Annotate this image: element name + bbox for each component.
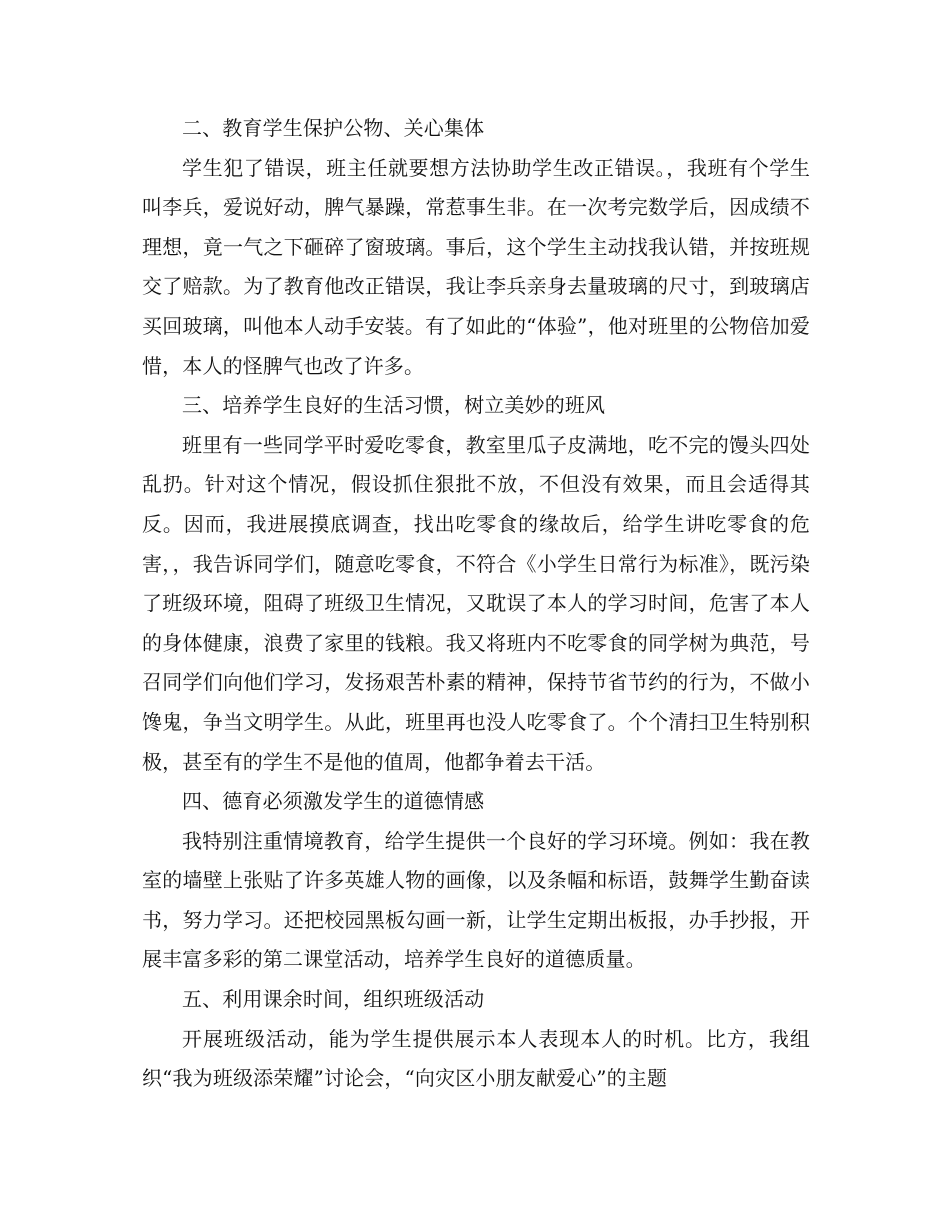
body-paragraph-2: 班里有一些同学平时爱吃零食，教室里瓜子皮满地，吃不完的馒头四处乱扔。针对这个情况，假设抓住狠批不放，不但没有效果，而且会适得其反。因而，我进展摸底调查，找出吃零食的缘故后，给学生讲吃零食的危害，，我告诉同学们，随意吃零食，不符合《小学生日常行为标准》，既污染了班级环境，阻碍了班级卫生情况，又耽误了本人的学习时间，危害了本人的身体健康，浪费了家里的钱粮。我又将班内不吃零食的同学树为典范，号召同学们向他们学习，发扬艰苦朴素的精神，保持节省节约的行为，不做小馋鬼，争当文明学生。从此，班里再也没人吃零食了。个个清扫卫生特别积极，甚至有的学生不是他的值周，他都争着去干活。 [142, 432, 810, 774]
section-heading-3: 三、培养学生良好的生活习惯，树立美妙的班风 [182, 393, 606, 418]
body-paragraph-1: 学生犯了错误，班主任就要想方法协助学生改正错误。，我班有个学生叫李兵，爱说好动，脾气暴躁，常惹事生非。在一次考完数学后，因成绩不理想，竟一气之下砸碎了窗玻璃。事后，这个学生主动找我认错，并按班规交了赔款。为了教育他改正错误，我让李兵亲身去量玻璃的尺寸，到玻璃店买回玻璃，叫他本人动手安装。有了如此的“体验”，他对班里的公物倍加爱惜，本人的怪脾气也改了许多。 [142, 155, 810, 378]
section-heading-5: 五、利用课余时间，组织班级活动 [182, 987, 485, 1012]
body-paragraph-3: 我特别注重情境教育，给学生提供一个良好的学习环境。例如：我在教室的墙壁上张贴了许多英雄人物的画像，以及条幅和标语，鼓舞学生勤奋读书，努力学习。还把校园黑板勾画一新，让学生定期出板报，办手抄报，开展丰富多彩的第二课堂活动，培养学生良好的道德质量。 [142, 828, 810, 972]
section-heading-4: 四、德育必须激发学生的道德情感 [182, 789, 485, 814]
body-paragraph-4: 开展班级活动，能为学生提供展示本人表现本人的时机。比方，我组织“我为班级添荣耀”讨论会，“向灾区小朋友献爱心”的主题 [142, 1026, 810, 1091]
document-body [142, 109, 810, 1099]
section-heading-2: 二、教育学生保护公物、关心集体 [182, 116, 485, 140]
